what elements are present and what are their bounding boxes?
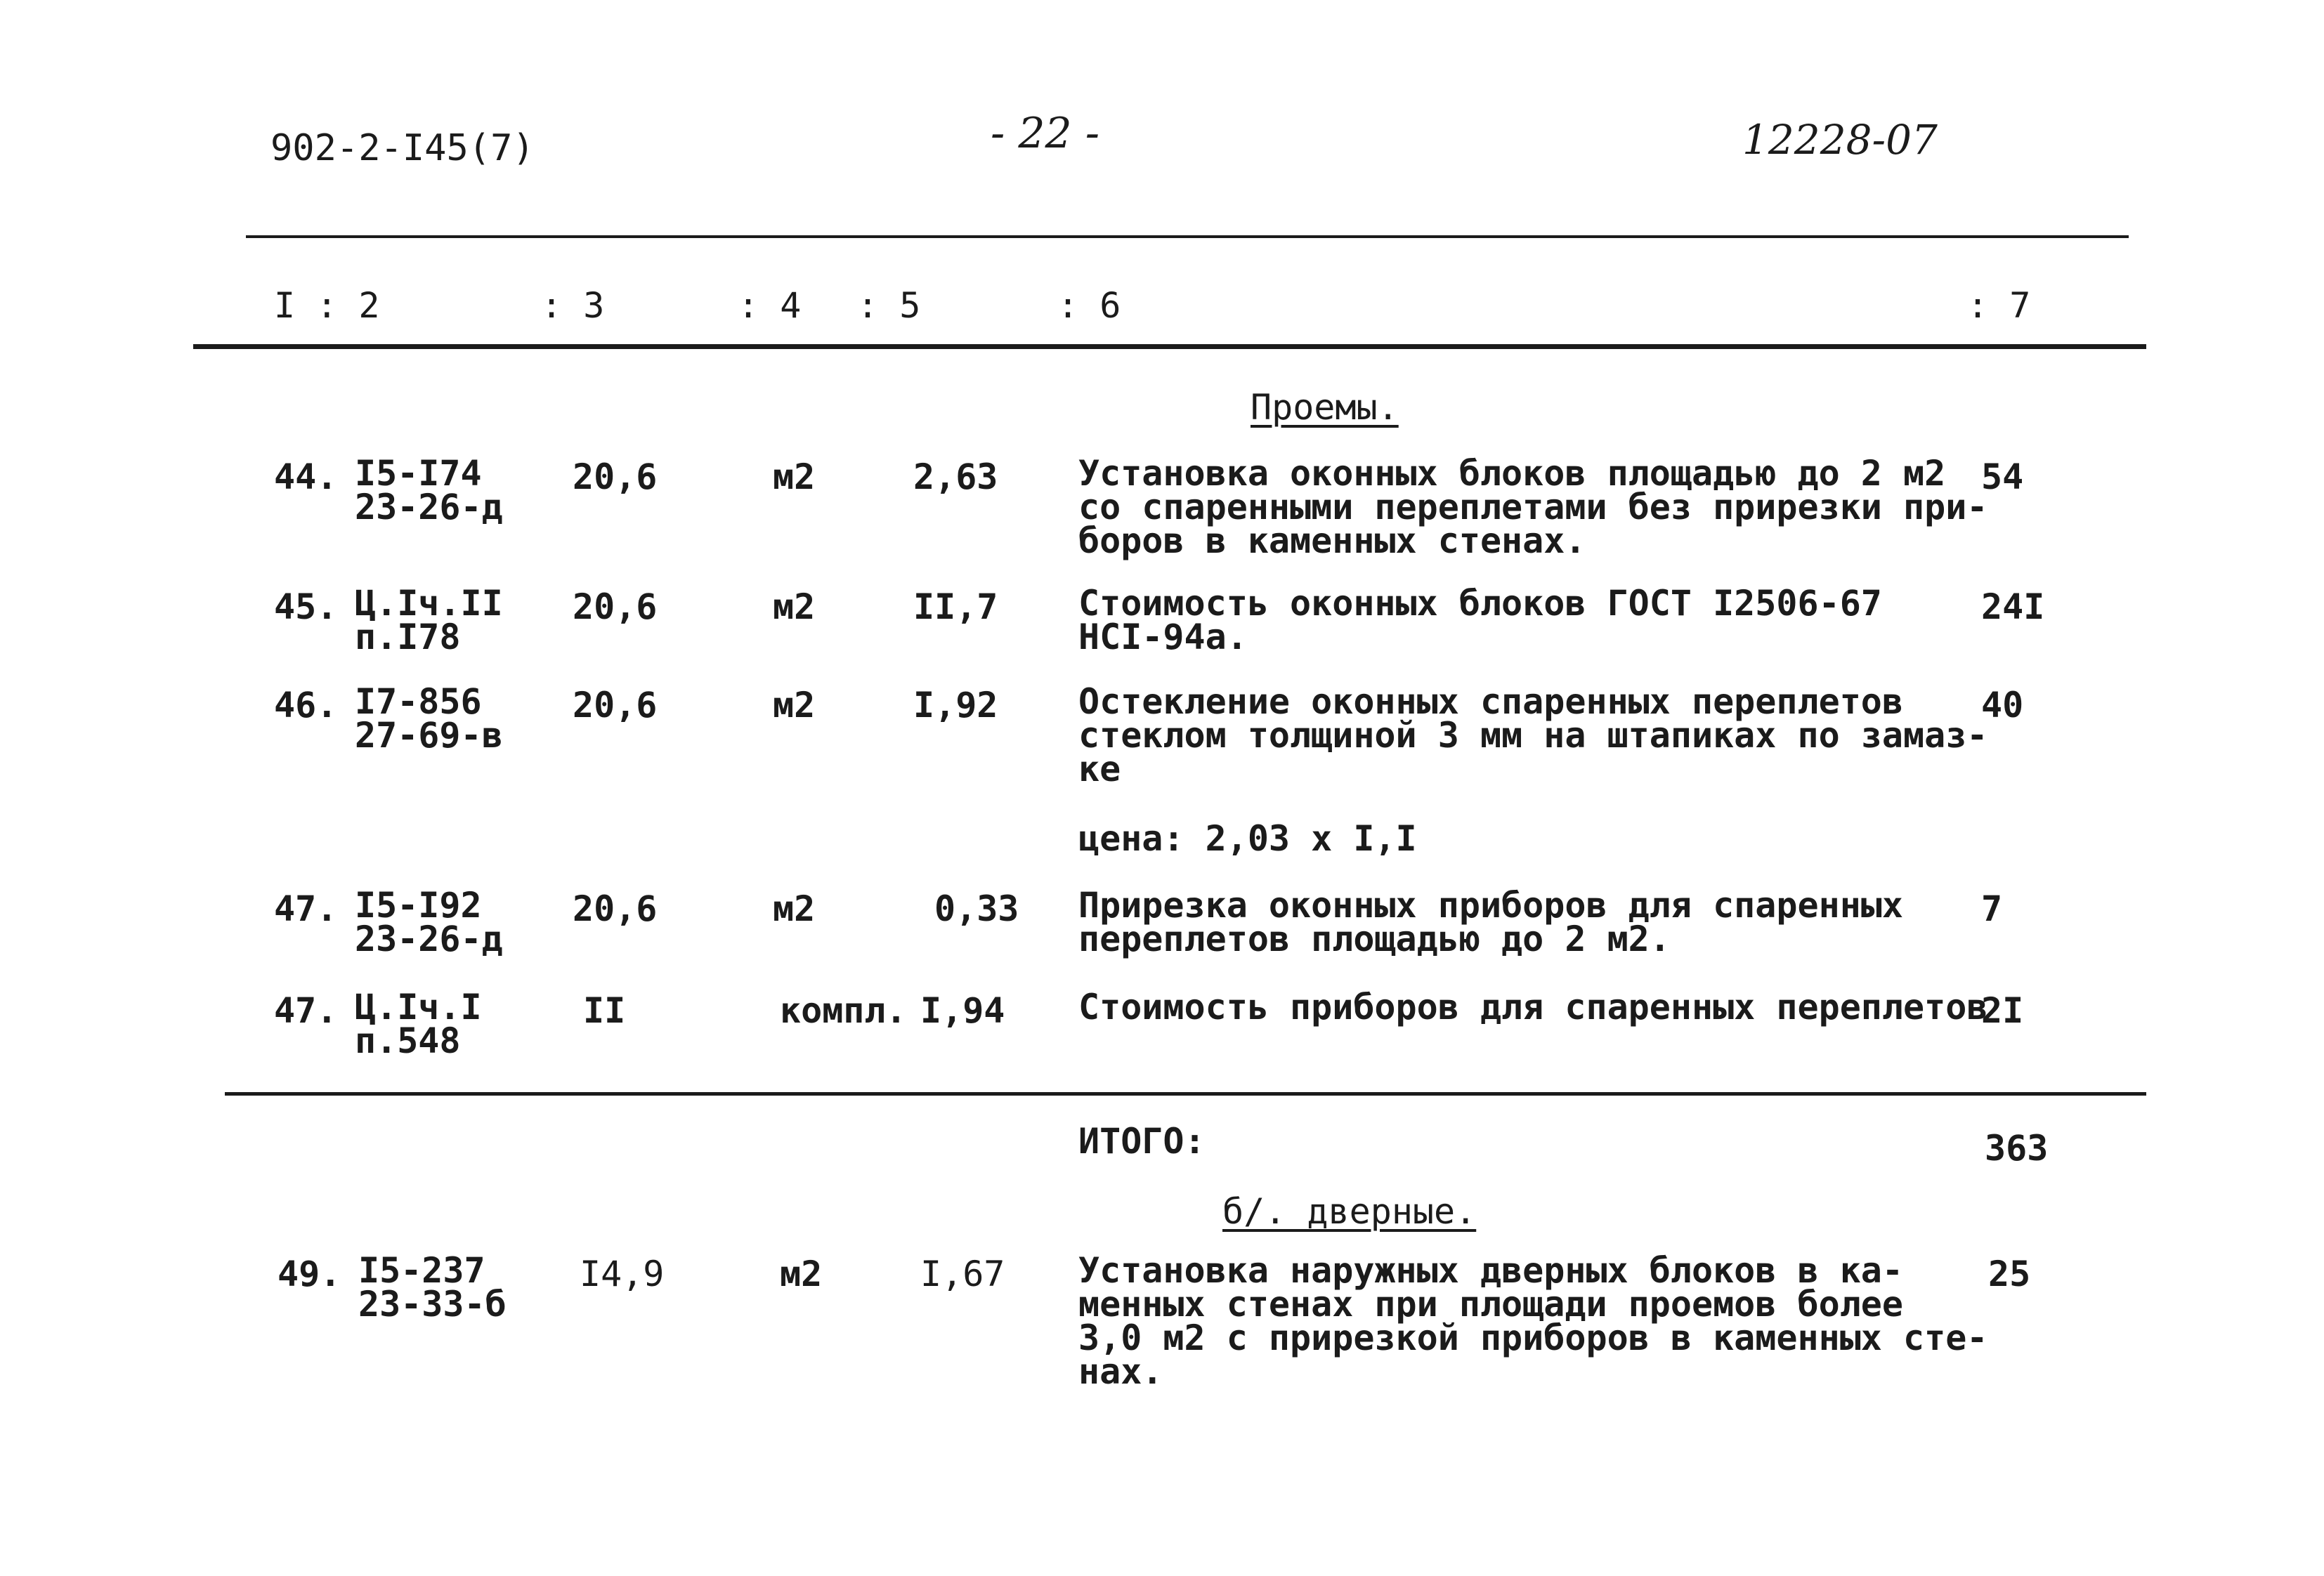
row-total: 24I — [1981, 586, 2045, 627]
price-code — [355, 987, 482, 1061]
quantity: I4,9 — [580, 1254, 665, 1294]
price-code-line: 23-26-д — [355, 919, 503, 959]
total-rule — [225, 1092, 2146, 1096]
top-rule — [246, 235, 2129, 238]
description — [1078, 1250, 1988, 1392]
row-number: 46. — [274, 685, 338, 725]
price-code-line: п.548 — [355, 1020, 461, 1061]
price-code-line: 23-33-б — [358, 1284, 507, 1325]
row-number: 47. — [274, 990, 338, 1031]
unit: м2 — [773, 685, 816, 725]
unit: м2 — [780, 1254, 823, 1294]
header-rule — [193, 344, 2146, 349]
document-code: 902-2-I45(7) — [270, 127, 535, 169]
description-line: НСI-94а. — [1078, 617, 1248, 657]
description-line: Установка наружных дверных блоков в ка- — [1078, 1250, 1903, 1291]
unit: м2 — [773, 586, 816, 627]
quantity: 20,6 — [573, 685, 658, 725]
description — [1078, 453, 1988, 561]
price-code — [358, 1250, 507, 1325]
description-line: 3,0 м2 с прирезкой приборов в каменных сте- — [1078, 1318, 1988, 1358]
quantity: 20,6 — [573, 888, 658, 929]
row-total: 2I — [1981, 990, 2024, 1031]
row-total: 25 — [1988, 1254, 2031, 1294]
description-line: Стоимость приборов для спаренных переплетов — [1078, 987, 1988, 1027]
unit-price: I,94 — [920, 990, 1005, 1031]
quantity: II — [583, 990, 626, 1031]
description-line: Остекление оконных спаренных переплетов — [1078, 681, 1903, 722]
column-header-7: : 7 — [1967, 285, 2031, 326]
row-number: 47. — [274, 888, 338, 929]
price-code-line: п.I78 — [355, 617, 461, 657]
unit: компл. — [780, 990, 907, 1031]
description-line: Установка оконных блоков площадью до 2 м2 — [1078, 453, 1946, 494]
description-line: менных стенах при площади проемов более — [1078, 1284, 1903, 1325]
description — [1078, 885, 1903, 959]
unit-price: 2,63 — [913, 457, 998, 497]
price-code-line: 23-26-д — [355, 487, 503, 527]
price-note — [1078, 818, 1417, 859]
price-code-line: I5-I74 — [355, 453, 482, 494]
description-line: нах. — [1078, 1351, 1163, 1392]
price-code-line: I7-856 — [355, 681, 482, 722]
unit-price: I,67 — [920, 1254, 1005, 1294]
description-line: ке — [1078, 749, 1121, 789]
unit-price: II,7 — [913, 586, 998, 627]
description-line: Прирезка оконных приборов для спаренных — [1078, 885, 1903, 926]
total-label: ИТОГО: — [1078, 1121, 1206, 1162]
price-code — [355, 885, 503, 959]
section-heading-openings: Проемы. — [1251, 387, 1399, 428]
unit-price: I,92 — [913, 685, 998, 725]
total-value: 363 — [1985, 1128, 2049, 1169]
price-code — [355, 453, 503, 527]
row-total: 40 — [1981, 685, 2024, 725]
column-header-3: : 3 — [541, 285, 605, 326]
description-line: цена: 2,03 х I,I — [1078, 818, 1417, 859]
column-header-6: : 6 — [1057, 285, 1121, 326]
description — [1078, 681, 1988, 789]
column-header-5: : 5 — [857, 285, 921, 326]
price-code-line: Ц.Iч.I — [355, 987, 482, 1027]
unit: м2 — [773, 457, 816, 497]
column-header-4: : 4 — [738, 285, 802, 326]
sheet-code: 12228-07 — [1742, 116, 1938, 164]
quantity: 20,6 — [573, 586, 658, 627]
description — [1078, 987, 1988, 1027]
row-number: 44. — [274, 457, 338, 497]
description-line: Стоимость оконных блоков ГОСТ I2506-67 — [1078, 583, 1882, 624]
description — [1078, 583, 1882, 657]
row-total: 7 — [1981, 888, 2003, 929]
row-total: 54 — [1981, 457, 2024, 497]
price-code-line: Ц.Iч.II — [355, 583, 503, 624]
price-code-line: I5-I92 — [355, 885, 482, 926]
description-line: стеклом толщиной 3 мм на штапиках по замаз- — [1078, 715, 1988, 756]
description-line: со спаренными переплетами без прирезки при- — [1078, 487, 1988, 527]
price-code — [355, 681, 503, 756]
column-header-1-2: I : 2 — [274, 285, 380, 326]
quantity: 20,6 — [573, 457, 658, 497]
description-line: боров в каменных стенах. — [1078, 520, 1586, 561]
unit-price: 0,33 — [934, 888, 1019, 929]
row-number: 49. — [278, 1254, 341, 1294]
section-heading-doors: б/. дверные. — [1222, 1191, 1477, 1232]
price-code-line: I5-237 — [358, 1250, 485, 1291]
description-line: переплетов площадью до 2 м2. — [1078, 919, 1671, 959]
page-number: - 22 - — [991, 109, 1100, 158]
price-code-line: 27-69-в — [355, 715, 503, 756]
unit: м2 — [773, 888, 816, 929]
price-code — [355, 583, 503, 657]
row-number: 45. — [274, 586, 338, 627]
